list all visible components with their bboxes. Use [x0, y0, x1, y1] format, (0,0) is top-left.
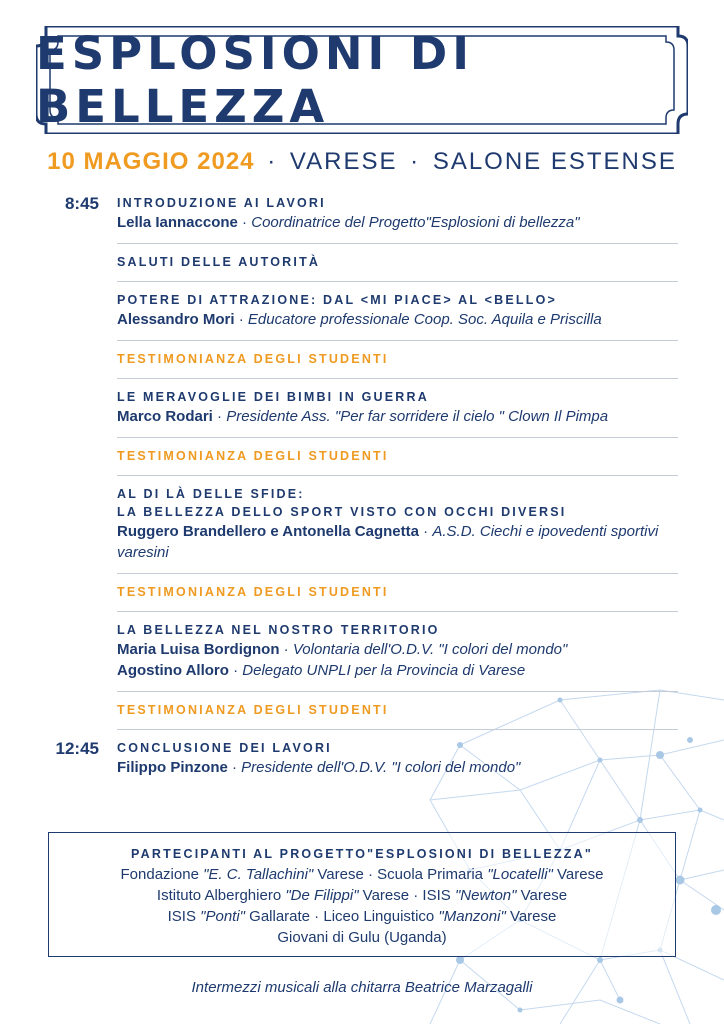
participant-text: Fondazione — [120, 866, 204, 883]
speaker-role: Educatore professionale Coop. Soc. Aquila e Priscilla — [247, 311, 602, 328]
program-heading: TESTIMONIANZA DEGLI STUDENTI — [117, 449, 389, 463]
speaker-name: Alessandro Mori — [117, 311, 235, 328]
institution-name: "Locatelli" — [487, 866, 553, 883]
participant-line — [49, 927, 675, 948]
program-heading: TESTIMONIANZA DEGLI STUDENTI — [117, 703, 389, 717]
event-date: 10 MAGGIO 2024 — [47, 148, 255, 175]
participants-heading: PARTECIPANTI AL PROGETTO"ESPLOSIONI DI BELLEZZA" — [131, 847, 593, 861]
program-item — [0, 244, 724, 281]
participant-line — [49, 906, 675, 927]
separator-dot: · — [267, 148, 278, 175]
event-venue: SALONE ESTENSE — [432, 148, 677, 175]
institution-name: "Manzoni" — [438, 908, 506, 925]
institution-name: "De Filippi" — [285, 887, 359, 904]
institution-name: "Ponti" — [200, 908, 245, 925]
speaker-line — [117, 212, 684, 233]
page-title: ESPLOSIONI DI BELLEZZA — [36, 27, 475, 133]
program-heading: LA BELLEZZA NEL NOSTRO TERRITORIO — [117, 623, 440, 637]
program-item — [0, 379, 724, 437]
participant-text: ISIS — [167, 908, 201, 925]
separator-dot: · — [228, 662, 243, 679]
speaker-name: Filippo Pinzone — [117, 759, 228, 776]
separator-dot: · — [419, 523, 433, 540]
separator-dot: · — [234, 311, 248, 328]
music-note: Intermezzi musicali alla chitarra Beatrice Marzagalli — [191, 979, 533, 996]
program-item — [0, 476, 724, 573]
speaker-name: Marco Rodari — [117, 408, 213, 425]
event-city: VARESE — [289, 148, 398, 175]
program-item — [0, 190, 724, 243]
program-item — [0, 438, 724, 475]
program-heading: SALUTI DELLE AUTORITÀ — [117, 255, 321, 269]
participants-lines — [49, 864, 675, 948]
speaker-line — [117, 639, 684, 660]
speaker-name: Ruggero Brandellero e Antonella Cagnetta — [117, 523, 419, 540]
separator-dot: · — [212, 408, 227, 425]
event-subtitle — [0, 148, 724, 176]
participant-text: Istituto Alberghiero — [156, 887, 286, 904]
speaker-name: Agostino Alloro — [117, 662, 229, 679]
participant-text: Varese — [505, 908, 557, 925]
speaker-line — [117, 406, 684, 427]
program-heading: TESTIMONIANZA DEGLI STUDENTI — [117, 585, 389, 599]
participant-text: Varese · ISIS — [358, 887, 455, 904]
participant-text: Varese — [552, 866, 604, 883]
program-heading: AL DI LÀ DELLE SFIDE: — [117, 487, 305, 501]
program-item — [0, 341, 724, 378]
speaker-role: Delegato UNPLI per la Provincia di Varese — [242, 662, 526, 679]
participant-text: Gallarate · Liceo Linguistico — [244, 908, 439, 925]
speaker-role: Presidente Ass. "Per far sorridere il cielo " Clown Il Pimpa — [226, 408, 609, 425]
program-heading: TESTIMONIANZA DEGLI STUDENTI — [117, 352, 389, 366]
program-heading: POTERE DI ATTRAZIONE: DAL <MI PIACE> AL <BELLO> — [117, 293, 558, 307]
speaker-line — [117, 521, 684, 563]
speaker-name: Lella Iannaccone — [117, 214, 238, 231]
participant-text: Varese · Scuola Primaria — [313, 866, 488, 883]
participant-text: Giovani di Gulu (Uganda) — [277, 929, 447, 946]
program-time: 12:45 — [55, 739, 99, 758]
program-time: 8:45 — [64, 194, 99, 213]
speaker-role: Volontaria dell'O.D.V. "I colori del mondo" — [292, 641, 568, 658]
participants-box — [48, 832, 676, 957]
program-item — [0, 612, 724, 691]
separator-dot: · — [227, 759, 242, 776]
speaker-role: Coordinatrice del Progetto"Esplosioni di bellezza" — [251, 214, 580, 231]
separator-dot: · — [279, 641, 293, 658]
speaker-line — [117, 757, 684, 778]
speaker-line — [117, 660, 684, 681]
program-item — [0, 574, 724, 611]
separator-dot: · — [410, 148, 421, 175]
separator-dot: · — [237, 214, 252, 231]
program-heading: LE MERAVOGLIE DEI BIMBI IN GUERRA — [117, 390, 429, 404]
participant-text: Varese — [516, 887, 568, 904]
institution-name: "E. C. Tallachini" — [203, 866, 314, 883]
program-heading: INTRODUZIONE AI LAVORI — [117, 196, 326, 210]
institution-name: "Newton" — [454, 887, 517, 904]
program-list — [0, 190, 724, 788]
program-item — [0, 282, 724, 340]
participant-line — [49, 864, 675, 885]
speaker-role: A.S.D. Ciechi e ipovedenti sportivi varesini — [117, 523, 659, 561]
program-heading: CONCLUSIONE DEI LAVORI — [117, 741, 332, 755]
program-item — [0, 692, 724, 729]
program-heading: LA BELLEZZA DELLO SPORT VISTO CON OCCHI DIVERSI — [117, 505, 567, 519]
speaker-role: Presidente dell'O.D.V. "I colori del mondo" — [241, 759, 521, 776]
speaker-name: Maria Luisa Bordignon — [117, 641, 280, 658]
participant-line — [49, 885, 675, 906]
speaker-line — [117, 309, 684, 330]
program-item — [0, 730, 724, 788]
